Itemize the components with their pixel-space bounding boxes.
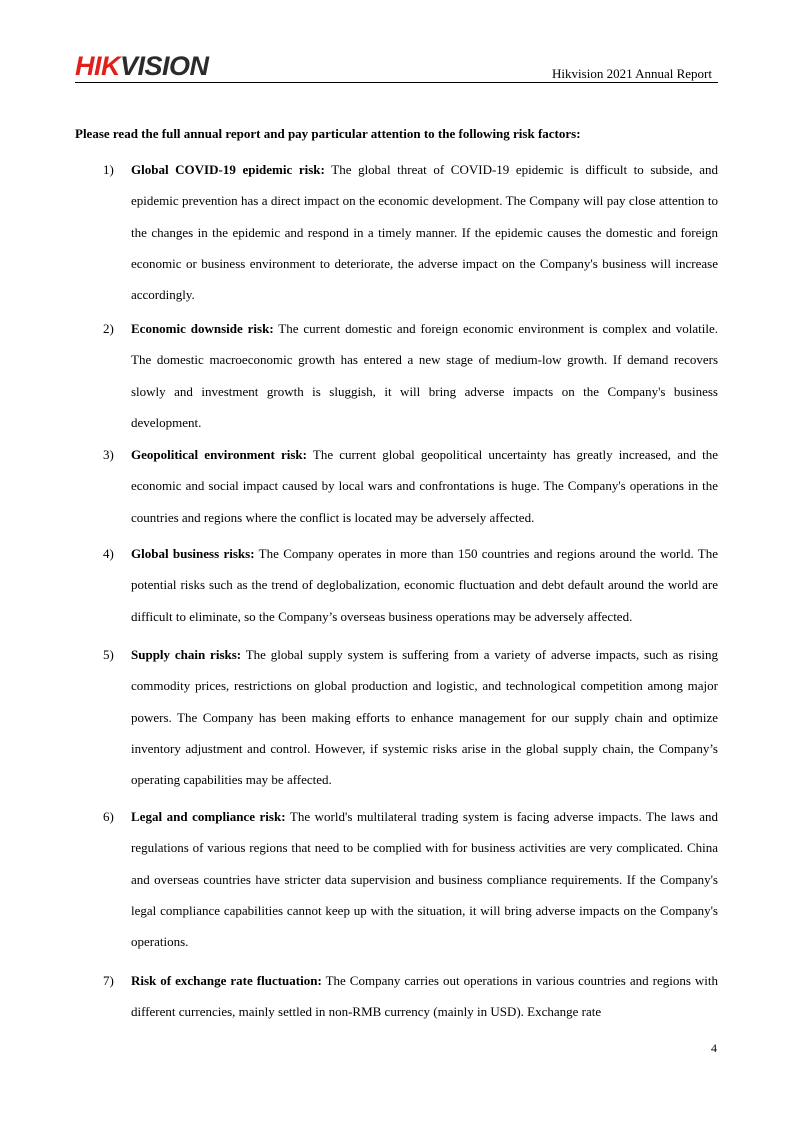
risk-number: 1) [103, 162, 114, 177]
risk-text: The Company operates in more than 150 countries and regions around the world. The potential risks such as the trend of deglobalization, economic fluctuation and debt default around the world are difficult to eliminate, so the Company’s overseas business operations may be adversely affected. [131, 546, 719, 624]
hikvision-logo [75, 50, 209, 82]
logo-red-text: HIK [75, 51, 120, 81]
risk-item-legal-compliance [103, 801, 718, 957]
risk-text: The current domestic and foreign economic environment is complex and volatile. The domestic macroeconomic growth has entered a new stage of medium-low growth. If demand recovers slowly and investment growth is sluggish, it will bring adverse impacts on the Company's business development. [131, 321, 718, 430]
intro-heading: Please read the full annual report and pay particular attention to the following risk factors: [75, 126, 581, 141]
risk-title: Legal and compliance risk: [131, 809, 286, 824]
risk-title: Risk of exchange rate fluctuation: [131, 973, 322, 988]
header-divider [75, 82, 718, 83]
risk-title: Global COVID-19 epidemic risk: [131, 162, 325, 177]
risk-item-covid [103, 154, 718, 310]
risk-item-global-business [103, 538, 719, 632]
risk-number: 6) [103, 809, 114, 824]
risk-text: The world's multilateral trading system is facing adverse impacts. The laws and regulations of various regions that need to be complied with for business activities are very complicated. China and overseas countries have stricter data supervision and business compliance requirements. If the Company's legal compliance capabilities cannot keep up with the situation, it will bring adverse impacts on the Company's operations. [131, 809, 718, 950]
risk-item-economic [103, 313, 718, 438]
page-number: 4 [711, 1041, 717, 1055]
risk-text: The Company carries out operations in various countries and regions with different currencies, mainly settled in non-RMB currency (mainly in USD). Exchange rate [131, 973, 719, 1020]
risk-text: The current global geopolitical uncertainty has greatly increased, and the economic and social impact caused by local wars and confrontations is huge. The Company's operations in the countries and regions where the conflict is located may be adversely affected. [131, 447, 719, 525]
risk-number: 7) [103, 973, 114, 988]
risk-item-exchange-rate [103, 965, 719, 1028]
risk-number: 5) [103, 647, 114, 662]
risk-number: 2) [103, 321, 114, 336]
report-title: Hikvision 2021 Annual Report [552, 66, 712, 81]
risk-title: Global business risks: [131, 546, 255, 561]
risk-number: 4) [103, 546, 114, 561]
risk-text: The global threat of COVID-19 epidemic is difficult to subside, and epidemic prevention has a direct impact on the economic development. The Company will pay close attention to the changes in the epidemic and respond in a timely manner. If the epidemic causes the domestic and foreign economic or business environment to deteriorate, the adverse impact on the Company's business will increase accordingly. [131, 162, 718, 303]
risk-item-geopolitical [103, 439, 719, 533]
risk-number: 3) [103, 447, 114, 462]
risk-item-supply-chain [103, 639, 719, 795]
logo-dark-text: VISION [120, 51, 209, 81]
risk-title: Economic downside risk: [131, 321, 274, 336]
risk-title: Geopolitical environment risk: [131, 447, 307, 462]
risk-title: Supply chain risks: [131, 647, 242, 662]
risk-text: The global supply system is suffering from a variety of adverse impacts, such as rising commodity prices, restrictions on global production and logistic, and technological competition among major powers. The Company has been making efforts to enhance management for our supply chain and optimize inventory adjustment and control. However, if systemic risks arise in the global supply chain, the Company’s operating capabilities may be affected. [131, 647, 719, 788]
